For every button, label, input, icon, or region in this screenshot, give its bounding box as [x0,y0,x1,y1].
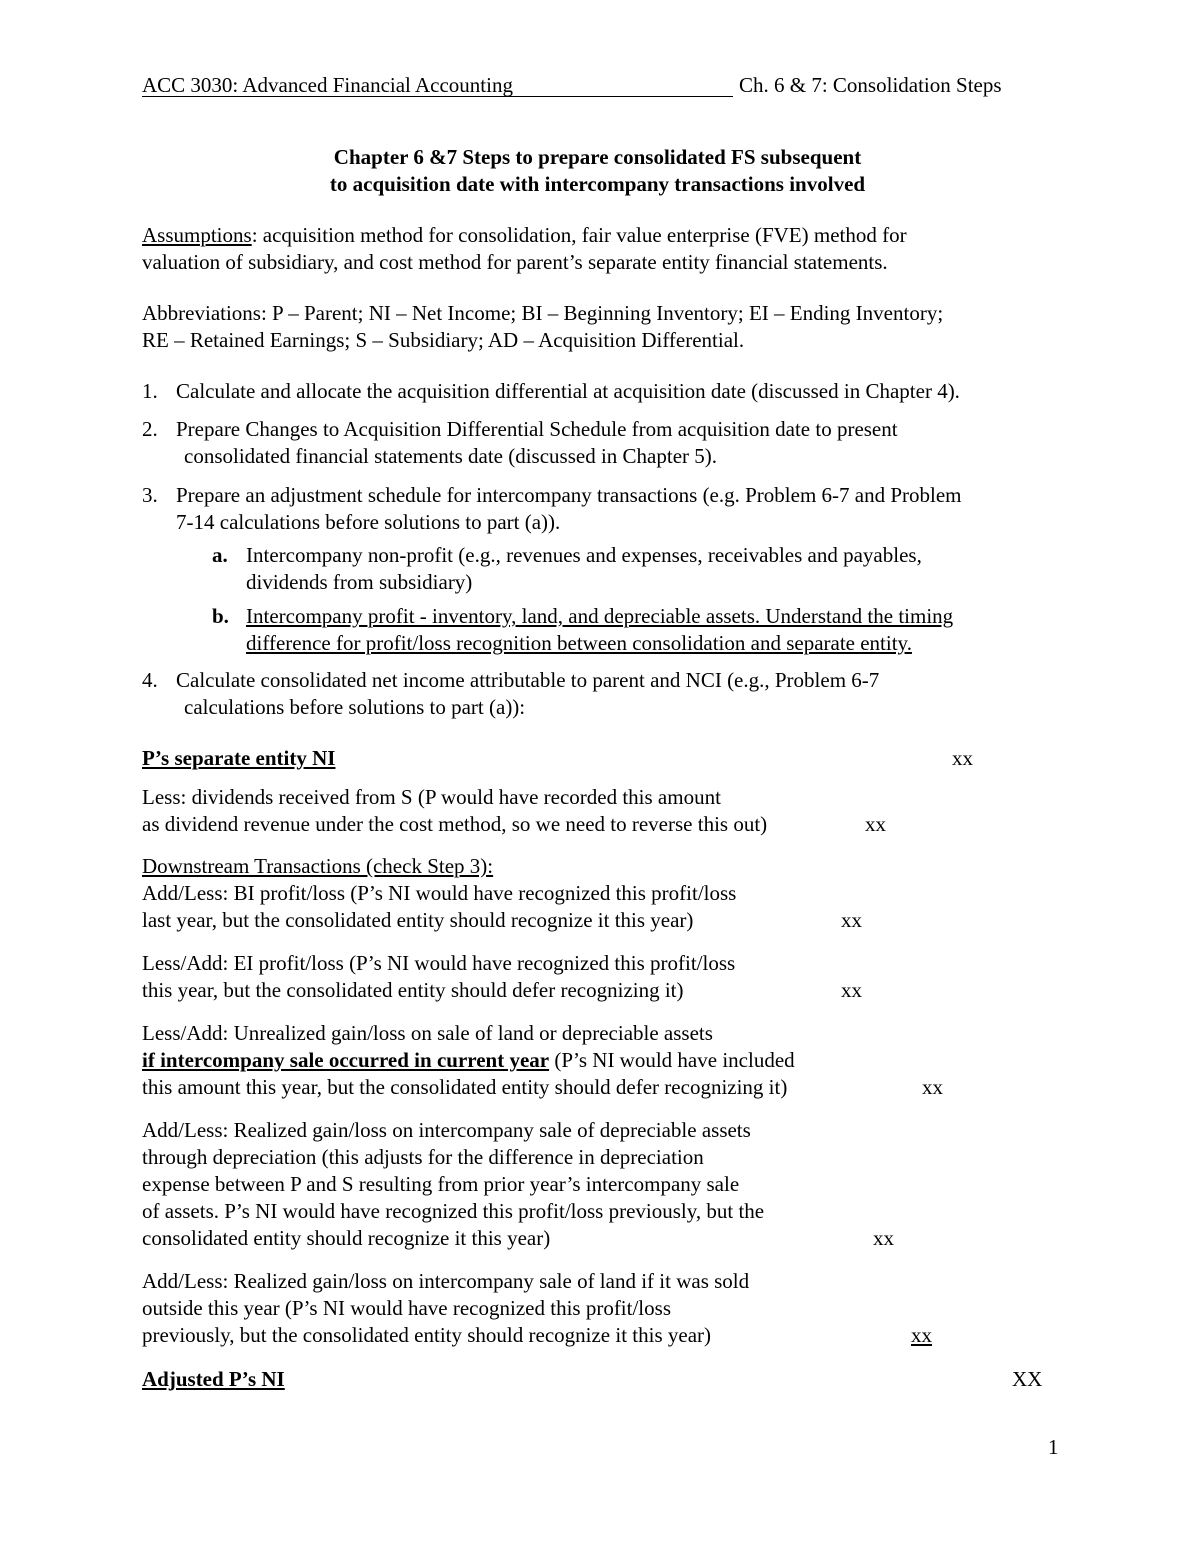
ei-line-2: this year, but the consolidated entity should defer recognizing it) [142,978,684,1002]
header-chapter: Ch. 6 & 7: Consolidation Steps [739,73,1002,97]
assumptions-text: : acquisition method for consolidation, fair value enterprise (FVE) method for [251,223,907,247]
step-2-text-line-2: consolidated financial statements date (discussed in Chapter 5). [184,444,718,468]
dividends-line-2: as dividend revenue under the cost method, so we need to reverse this out) [142,812,768,836]
step-3-text-line-2: 7-14 calculations before solutions to part (a)). [176,510,561,534]
step-4-text-line-1: Calculate consolidated net income attributable to parent and NCI (e.g., Problem 6-7 [176,668,880,692]
header-course: ACC 3030: Advanced Financial Accounting [142,73,513,97]
unrealized-emphasis: if intercompany sale occurred in current year [142,1048,550,1072]
unrealized-line-3: this amount this year, but the consolidated entity should defer recognizing it) [142,1075,788,1099]
substep-a-letter: a. [212,543,228,567]
step-1-text: Calculate and allocate the acquisition differential at acquisition date (discussed in Chapter 4). [176,379,960,403]
realized-dep-amount: xx [873,1226,894,1250]
title-line-1: Chapter 6 &7 Steps to prepare consolidated FS subsequent [333,145,862,169]
substep-b-line-2: difference for profit/loss recognition between consolidation and separate entity. [246,631,912,655]
realized-dep-line-5: consolidated entity should recognize it this year) [142,1226,551,1250]
substep-a-line-1: Intercompany non-profit (e.g., revenues and expenses, receivables and payables, [246,543,922,567]
unrealized-rest: (P’s NI would have included [549,1048,795,1072]
step-1-number: 1. [142,379,158,403]
realized-land-line-3: previously, but the consolidated entity should recognize it this year) [142,1323,711,1347]
assumptions-line-1 [142,222,907,249]
p-ni-amount: xx [952,746,973,770]
dividends-line-1: Less: dividends received from S (P would have recorded this amount [142,785,721,809]
title-line-2: to acquisition date with intercompany transactions involved [329,172,866,196]
unrealized-line-2 [142,1047,795,1074]
bi-line-1: Add/Less: BI profit/loss (P’s NI would have recognized this profit/loss [142,881,737,905]
bi-line-2: last year, but the consolidated entity should recognize it this year) [142,908,694,932]
unrealized-amount: xx [922,1075,943,1099]
substep-a-line-2: dividends from subsidiary) [246,570,473,594]
realized-dep-line-2: through depreciation (this adjusts for the difference in depreciation [142,1145,704,1169]
dividends-amount: xx [865,812,886,836]
ei-line-1: Less/Add: EI profit/loss (P’s NI would have recognized this profit/loss [142,951,736,975]
p-ni-label: P’s separate entity NI [142,746,336,770]
realized-dep-line-3: expense between P and S resulting from prior year’s intercompany sale [142,1172,740,1196]
unrealized-line-1: Less/Add: Unrealized gain/loss on sale of land or depreciable assets [142,1021,713,1045]
realized-land-line-2: outside this year (P’s NI would have recognized this profit/loss [142,1296,671,1320]
header-rule [142,96,733,97]
realized-dep-line-1: Add/Less: Realized gain/loss on intercompany sale of depreciable assets [142,1118,751,1142]
substep-b-letter: b. [212,604,229,628]
step-3-text-line-1: Prepare an adjustment schedule for intercompany transactions (e.g. Problem 6-7 and Problem [176,483,962,507]
substep-b-line-1: Intercompany profit - inventory, land, and depreciable assets. Understand the timing [246,604,954,628]
step-2-text-line-1: Prepare Changes to Acquisition Differential Schedule from acquisition date to present [176,417,898,441]
step-4-text-line-2: calculations before solutions to part (a)): [184,695,526,719]
assumptions-label: Assumptions [142,223,252,247]
step-4-number: 4. [142,668,158,692]
realized-land-amount: xx [911,1323,932,1347]
page-number: 1 [1048,1435,1059,1459]
adjusted-ni-amount: XX [1012,1367,1043,1391]
downstream-heading: Downstream Transactions (check Step 3): [142,854,494,878]
abbreviations-line-2: RE – Retained Earnings; S – Subsidiary; AD – Acquisition Differential. [142,328,745,352]
assumptions-line-2: valuation of subsidiary, and cost method for parent’s separate entity financial statements. [142,250,888,274]
adjusted-ni-label: Adjusted P’s NI [142,1367,285,1391]
abbreviations-line-1: Abbreviations: P – Parent; NI – Net Income; BI – Beginning Inventory; EI – Ending Inventory; [142,301,944,325]
bi-amount: xx [841,908,862,932]
step-3-number: 3. [142,483,158,507]
realized-dep-line-4: of assets. P’s NI would have recognized this profit/loss previously, but the [142,1199,765,1223]
ei-amount: xx [841,978,862,1002]
step-2-number: 2. [142,417,158,441]
realized-land-line-1: Add/Less: Realized gain/loss on intercompany sale of land if it was sold [142,1269,750,1293]
